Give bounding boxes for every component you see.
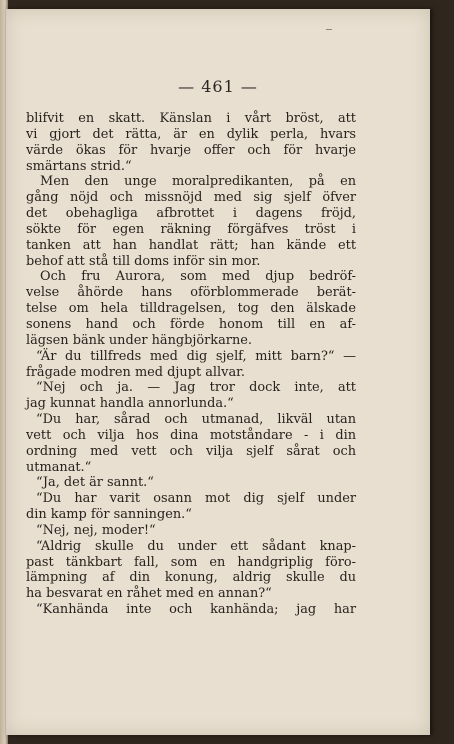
text-line: blifvit en skatt. Känslan i vårt bröst, att [26,111,356,126]
text-line: Och fru Aurora, som med djup bedröf- [40,269,356,285]
text-line: sonens hand och förde honom till en af- [26,316,356,332]
text-line: tanken att han handlat rätt; han kände ett [26,237,356,253]
text-line: frågade modren med djupt allvar. [26,364,245,380]
page-number: — 461 — [178,77,258,96]
book-page [6,9,430,735]
text-line: utmanat.“ [26,459,92,475]
text-line: ordning med vett och vilja sjelf sårat och [26,443,356,459]
text-line: smärtans strid.“ [26,158,132,174]
text-line: telse om hela tilldragelsen, tog den älskade [26,301,356,317]
text-line: velse åhörde hans oförblommerade berät- [26,285,356,301]
text-line: vett och vilja hos dina motståndare - i din [26,427,356,443]
text-line: “Du har varit osann mot dig sjelf under [36,491,356,507]
text-line: lämpning af din konung, aldrig skulle du [26,570,356,586]
text-line: “Du har, sårad och utmanad, likväl utan [36,412,356,428]
text-line: behof att stå till doms inför sin mor. [26,253,261,269]
text-line: din kamp för sanningen.“ [26,507,192,523]
text-line: sökte för egen räkning förgäfves tröst i [26,221,356,237]
text-line: past tänkbart fall, som en handgriplig föro- [26,554,356,570]
text-line: värde ökas för hvarje offer och för hvarje [26,142,356,158]
text-line: lägsen bänk under hängbjörkarne. [26,332,252,348]
text-line: gång nöjd och missnöjd med sig sjelf öfver [26,190,356,206]
text-line: vi gjort det rätta, är en dylik perla, hvars [26,126,356,142]
text-line: “Nej och ja. — Jag tror dock inte, att [36,380,356,396]
text-line: “Ja, det är sannt.“ [36,475,154,491]
text-line: jag kunnat handla annorlunda.“ [26,396,234,412]
text-line: ha besvarat en råhet med en annan?“ [26,586,272,602]
page-text-block [26,111,356,618]
printer-mark [326,29,332,30]
text-line: det obehagliga afbrottet i dagens fröjd, [26,206,356,222]
text-line: Men den unge moralpredikanten, på en [40,174,356,190]
text-line: “Aldrig skulle du under ett sådant knap- [36,538,356,554]
text-line: “Är du tillfreds med dig sjelf, mitt barn?“ — [36,348,356,364]
text-line: “Nej, nej, moder!“ [36,522,156,538]
text-line: “Kanhända inte och kanhända; jag har [36,602,356,618]
